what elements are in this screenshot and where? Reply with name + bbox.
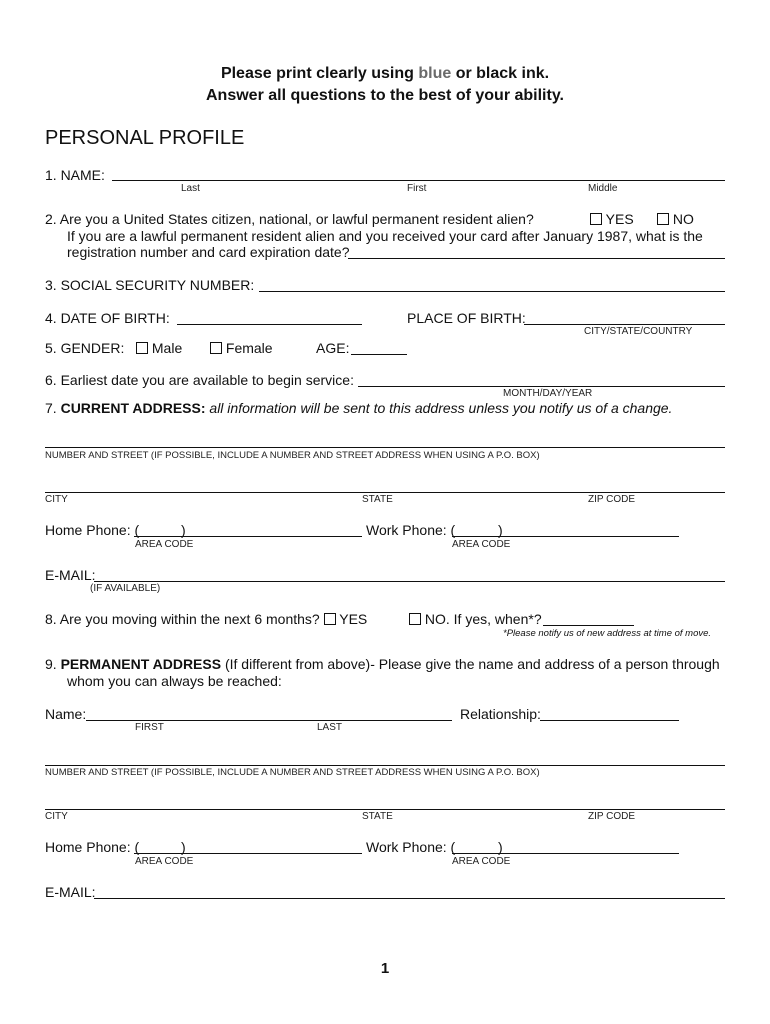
zip-caption-2: ZIP CODE (588, 811, 636, 822)
citizen-question: 2. Are you a United States citizen, national, or lawful permanent resident alien? (45, 211, 534, 227)
moving-question: 8. Are you moving within the next 6 months? YES (45, 611, 368, 627)
instruction-line-1: Please print clearly using blue or black ink. (220, 65, 550, 82)
home-phone-field-1[interactable] (134, 536, 362, 537)
registration-field[interactable] (348, 258, 725, 259)
pob-caption: CITY/STATE/COUNTRY (584, 326, 693, 337)
street-field-1[interactable] (45, 447, 725, 448)
instruction-line-2: Answer all questions to the best of your ability. (206, 87, 564, 104)
work-phone-field-1[interactable] (452, 536, 679, 537)
pob-field[interactable] (524, 324, 725, 325)
gender-label: 5. GENDER: (45, 340, 125, 356)
name-middle-caption: Middle (588, 183, 618, 194)
contact-name-label: Name: (45, 706, 87, 722)
dob-field[interactable] (177, 324, 362, 325)
start-date-label: 6. Earliest date you are available to begin service: (45, 372, 354, 388)
citizen-yes: YES (590, 211, 634, 227)
page-title: PERSONAL PROFILE (45, 127, 245, 149)
moving-note: *Please notify us of new address at time of move. (503, 628, 712, 639)
street-field-2[interactable] (45, 765, 725, 766)
dob-label: 4. DATE OF BIRTH: (45, 310, 170, 326)
street-caption-2: NUMBER AND STREET (IF POSSIBLE, INCLUDE A NUMBER AND STREET ADDRESS WHEN USING A P.O. BOX) (45, 767, 540, 778)
relationship-field[interactable] (540, 720, 679, 721)
home-area-caption-1: AREA CODE (135, 539, 194, 550)
blue-word: blue (418, 65, 452, 82)
resident-question-line3: registration number and card expiration date? (67, 244, 350, 260)
permanent-address-heading: 9. PERMANENT ADDRESS (If different from above)- Please give the name and address of a person through (45, 656, 720, 672)
city-caption-2: CITY (45, 811, 68, 822)
state-caption-1: STATE (362, 494, 393, 505)
email-field-1[interactable] (94, 581, 725, 582)
home-phone-close-2: ) (181, 839, 186, 855)
email-label-1: E-MAIL: (45, 567, 96, 583)
name-label: 1. NAME: (45, 167, 105, 183)
moving-when-field[interactable] (543, 625, 634, 626)
work-area-caption-2: AREA CODE (452, 856, 511, 867)
work-phone-close-1: ) (498, 522, 503, 538)
moving-no-checkbox[interactable] (409, 613, 421, 625)
work-phone-field-2[interactable] (452, 853, 679, 854)
home-phone-label-2: Home Phone: ( (45, 839, 140, 855)
citizen-no-checkbox[interactable] (657, 213, 669, 225)
name-first-caption: First (407, 183, 427, 194)
name-field[interactable] (112, 180, 725, 181)
ssn-label: 3. SOCIAL SECURITY NUMBER: (45, 277, 255, 293)
citizen-yes-checkbox[interactable] (590, 213, 602, 225)
work-area-caption-1: AREA CODE (452, 539, 511, 550)
state-caption-2: STATE (362, 811, 393, 822)
start-date-caption: MONTH/DAY/YEAR (503, 388, 593, 399)
ssn-field[interactable] (259, 291, 725, 292)
pob-label: PLACE OF BIRTH: (407, 310, 526, 326)
permanent-address-line2: whom you can always be reached: (67, 673, 282, 689)
moving-no: NO. If yes, when*? (409, 611, 542, 627)
work-phone-close-2: ) (498, 839, 503, 855)
work-phone-label-2: Work Phone: ( (366, 839, 456, 855)
street-caption-1: NUMBER AND STREET (IF POSSIBLE, INCLUDE A NUMBER AND STREET ADDRESS WHEN USING A P.O. BOX) (45, 450, 540, 461)
age-label: AGE: (316, 340, 350, 356)
home-phone-close-1: ) (181, 522, 186, 538)
contact-first-caption: FIRST (135, 722, 164, 733)
city-caption-1: CITY (45, 494, 68, 505)
female-checkbox[interactable] (210, 342, 222, 354)
work-phone-label-1: Work Phone: ( (366, 522, 456, 538)
relationship-label: Relationship: (460, 706, 541, 722)
age-field[interactable] (351, 354, 407, 355)
citizen-no: NO (657, 211, 694, 227)
email-field-2[interactable] (94, 898, 725, 899)
resident-question-line2: If you are a lawful permanent resident alien and you received your card after January 1987, what is the (67, 228, 703, 244)
zip-caption-1: ZIP CODE (588, 494, 636, 505)
home-area-caption-2: AREA CODE (135, 856, 194, 867)
home-phone-label-1: Home Phone: ( (45, 522, 140, 538)
gender-male: Male (136, 340, 182, 356)
name-last-caption: Last (181, 183, 200, 194)
city-state-zip-field-1[interactable] (45, 492, 725, 493)
contact-name-field[interactable] (86, 720, 452, 721)
moving-yes-checkbox[interactable] (324, 613, 336, 625)
email-caption-1: (IF AVAILABLE) (90, 583, 161, 594)
city-state-zip-field-2[interactable] (45, 809, 725, 810)
start-date-field[interactable] (358, 386, 725, 387)
current-address-heading: 7. CURRENT ADDRESS: all information will be sent to this address unless you notify us of a change. (45, 400, 673, 416)
email-label-2: E-MAIL: (45, 884, 96, 900)
contact-last-caption: LAST (317, 722, 343, 733)
gender-female: Female (210, 340, 273, 356)
home-phone-field-2[interactable] (134, 853, 362, 854)
male-checkbox[interactable] (136, 342, 148, 354)
page-number: 1 (380, 960, 390, 977)
